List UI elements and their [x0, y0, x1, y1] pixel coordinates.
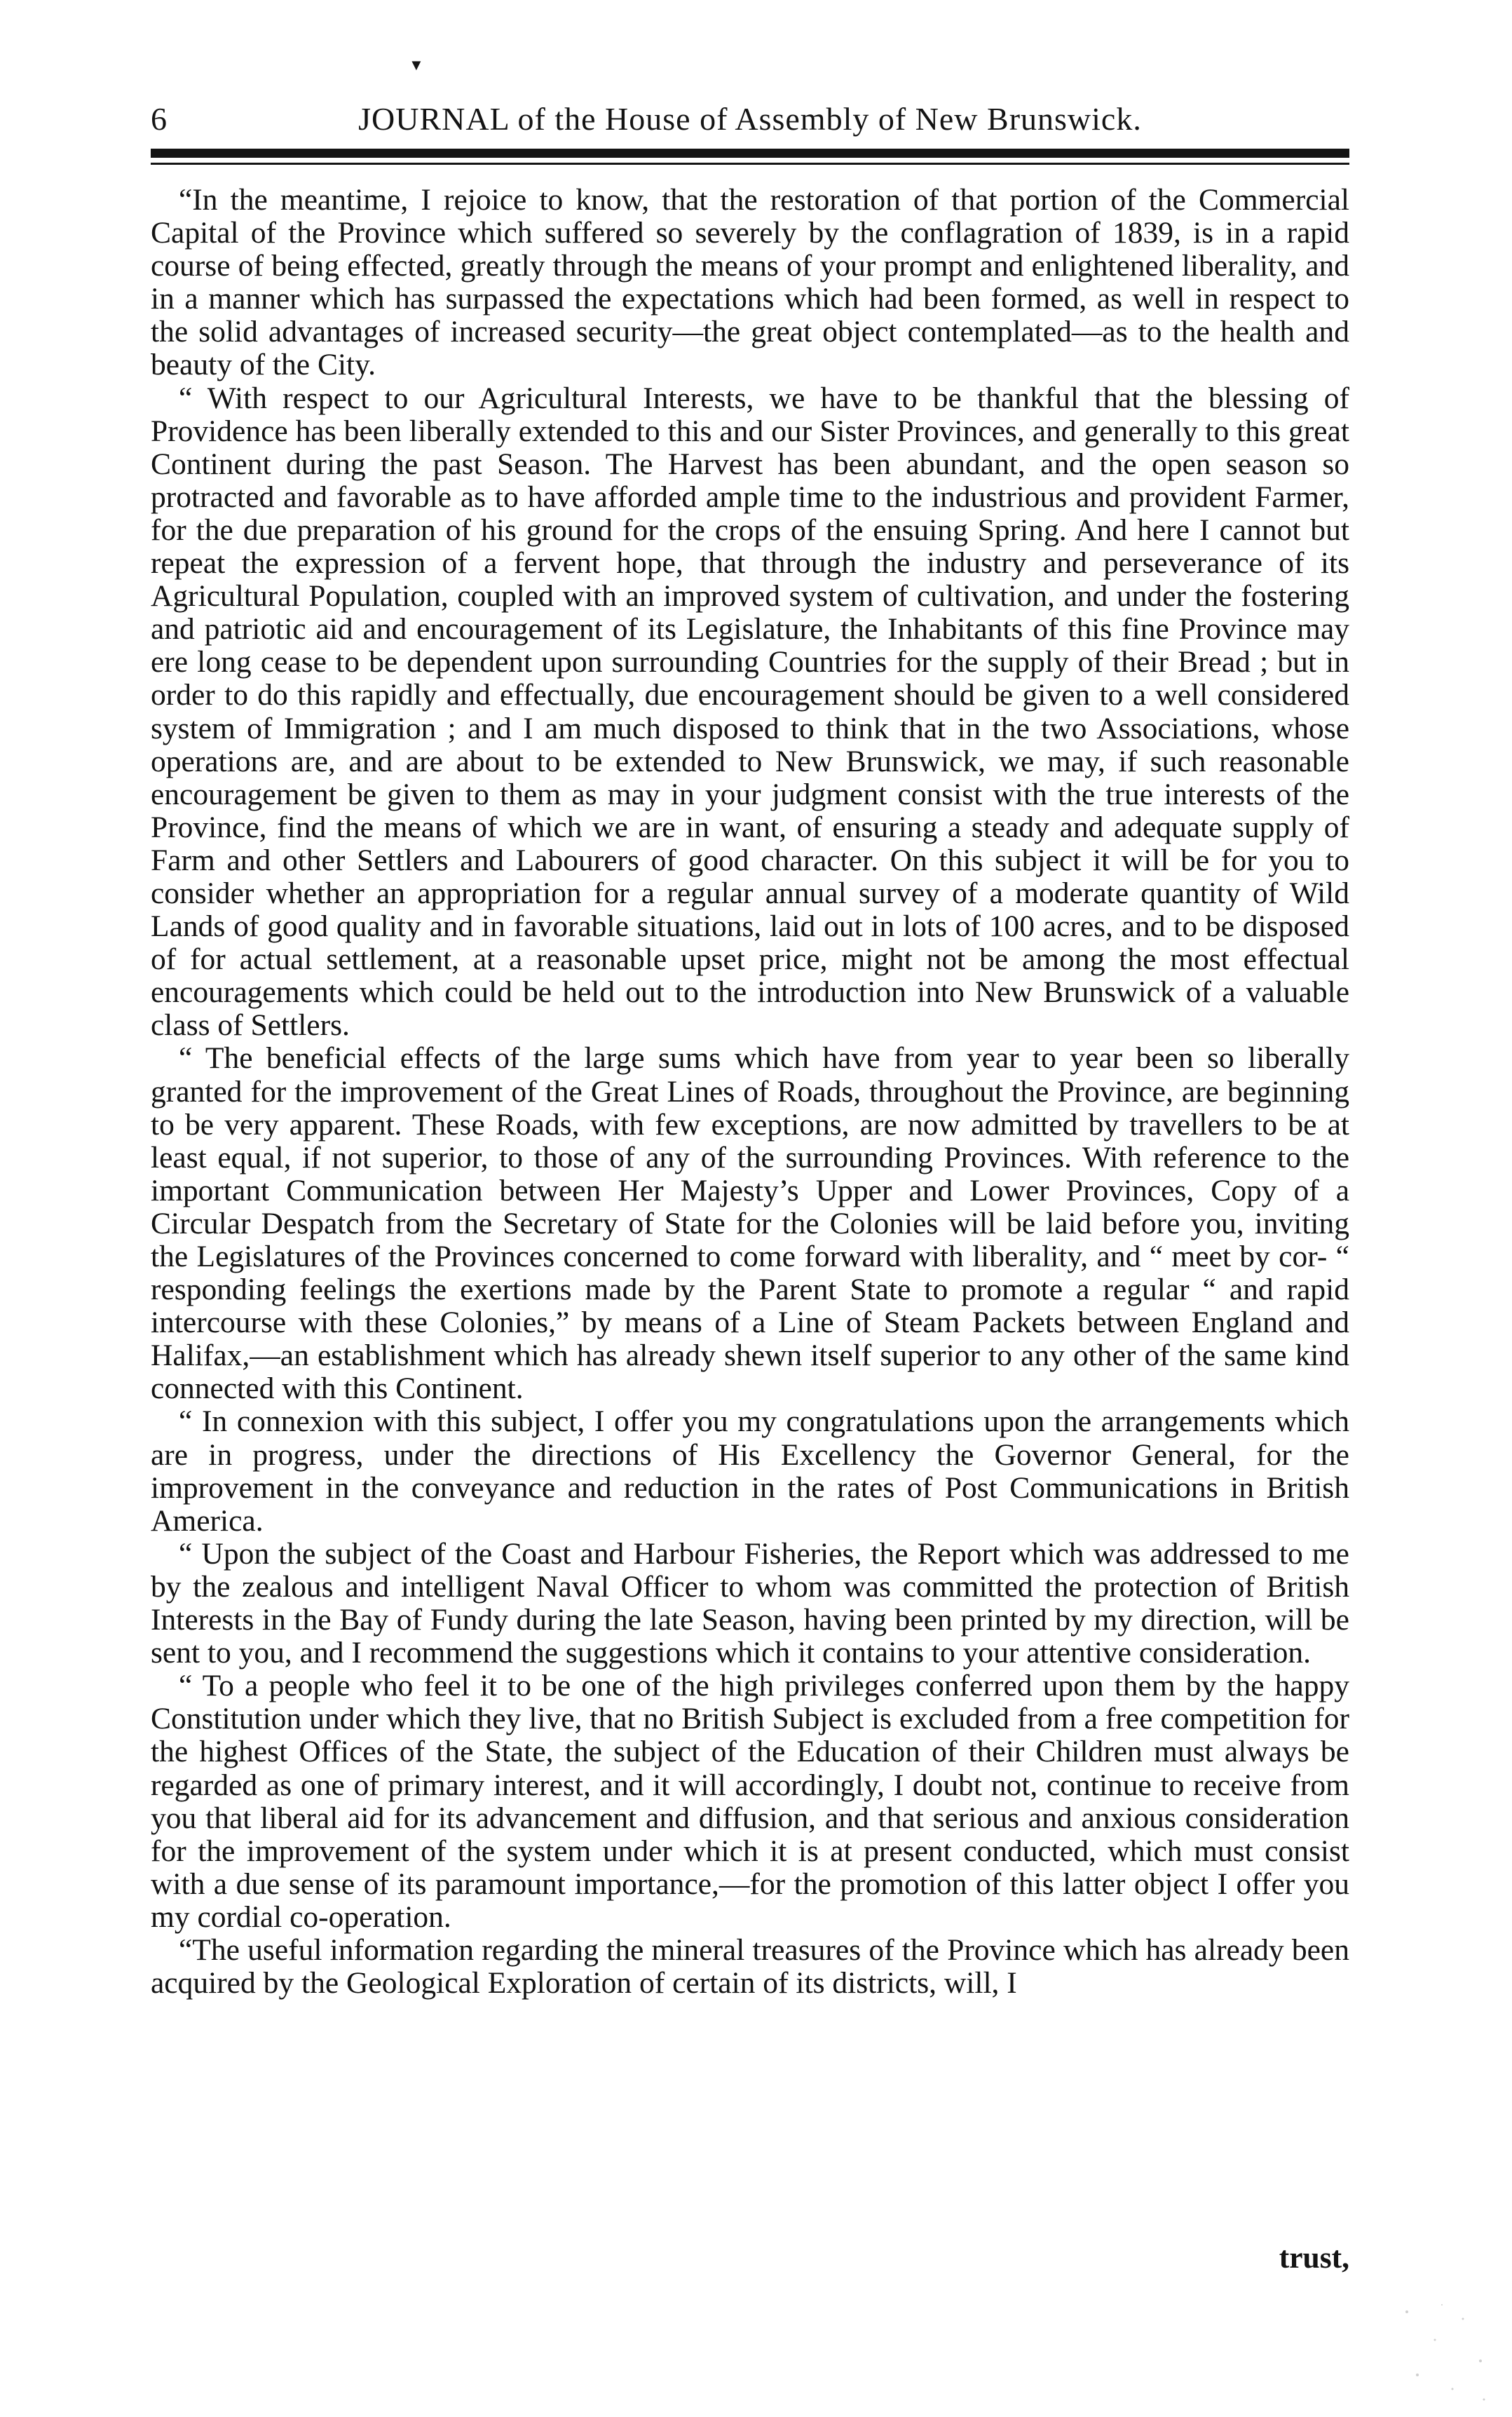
print-mark: ▼ — [409, 56, 424, 74]
paragraph: “ To a people who feel it to be one of the high privileges conferred upon them by the happy Constitution under which they live, that no British Subject is excluded from a free competition for the highest Offices of the State, the subject of the Education of their Children must always be regarded as one of primary interest, and it will accordingly, I doubt not, continue to receive from you that liberal aid for its advancement and diffusion, and that serious and anxious consideration for the improvement of the system under which it is at present conducted, which must consist with a due sense of its paramount importance,—for the promotion of this latter object I offer you my cordial co-operation. — [151, 1669, 1349, 1934]
header-rule-thick — [151, 149, 1349, 158]
paragraph: “ In connexion with this subject, I offer you my congratulations upon the arrangements which are in progress, under the directions of His Excellency the Governor General, for the improvement in the conveyance and reduction in the rates of Post Communications in British America. — [151, 1404, 1349, 1538]
paper-specks — [1393, 2291, 1498, 2410]
paragraph: “In the meantime, I rejoice to know, that the restoration of that portion of the Commercial Capital of the Province which suffered so severely by the conflagration of 1839, is in a rapid course of being effected, greatly through the means of your prompt and enlightened liberality, and in a manner which has surpassed the expectations which had been formed, as well in respect to the solid advantages of increased security—the great object contemplated—as to the health and beauty of the City. — [151, 184, 1349, 382]
paragraph: “ The beneficial effects of the large sums which have from year to year been so liberally granted for the improvement of the Great Lines of Roads, throughout the Province, are beginning to be very apparent. These Roads, with few exceptions, are now admitted by travellers to be at least equal, if not superior, to those of any of the surrounding Provinces. With reference to the important Communication between Her Majesty’s Upper and Lower Provinces, Copy of a Circular Despatch from the Secretary of State for the Colonies will be laid before you, inviting the Legislatures of the Provinces concerned to come forward with liberality, and “ meet by cor- “ responding feelings the exertions made by the Parent State to promote a regular “ and rapid intercourse with these Colonies,” by means of a Line of Steam Packets between England and Halifax,—an establishment which has already shewn itself superior to any other of the same kind connected with this Continent. — [151, 1041, 1349, 1406]
running-head: JOURNAL of the House of Assembly of New Brunswick. — [358, 101, 1142, 137]
header-rule-thin — [151, 163, 1349, 165]
paragraph: “The useful information regarding the mineral treasures of the Province which has already been acquired by the Geological Exploration of certain of its districts, will, I — [151, 1932, 1349, 2000]
paragraph: “ With respect to our Agricultural Interests, we have to be thankful that the blessing of Providence has been liberally extended to this and our Sister Provinces, and generally to this great Continent during the past Season. The Harvest has been abundant, and the open season so protracted and favorable as to have afforded ample time to the industrious and provident Farmer, for the due preparation of his ground for the crops of the ensuing Spring. And here I cannot but repeat the expression of a fervent hope, that through the industry and perseverance of its Agricultural Population, coupled with an improved system of cultivation, and under the fostering and patriotic aid and encouragement of its Legislature, the Inhabitants of this fine Province may ere long cease to be dependent upon surrounding Countries for the supply of their Bread ; but in order to do this rapidly and effectually, due encouragement should be given to a well considered system of Immigration ; and I am much disposed to think that in the two Associations, whose operations are, and are about to be extended to New Brunswick, we may, if such reasonable encouragement be given to them as may in your judgment consist with the true interests of the Province, find the means of which we are in want, of ensuring a steady and adequate supply of Farm and other Settlers and Labourers of good character. On this subject it will be for you to consider whether an appropriation for a regular annual survey of a moderate quantity of Wild Lands of good quality and in favorable situations, laid out in lots of 100 acres, and to be disposed of for actual settlement, at a reasonable upset price, might not be among the most effectual encouragements which could be held out to the introduction into New Brunswick of a valuable class of Settlers. — [151, 381, 1349, 1043]
body-text — [151, 184, 1349, 2343]
paragraph: “ Upon the subject of the Coast and Harbour Fisheries, the Report which was addressed to me by the zealous and intelligent Naval Officer to whom was committed the protection of British Interests in the Bay of Fundy during the late Season, having been printed by my direction, will be sent to you, and I recommend the suggestions which it contains to your attentive consideration. — [151, 1536, 1349, 1670]
catchword: trust, — [1279, 2241, 1349, 2275]
page-number: 6 — [151, 101, 167, 137]
page-header — [151, 98, 1349, 140]
